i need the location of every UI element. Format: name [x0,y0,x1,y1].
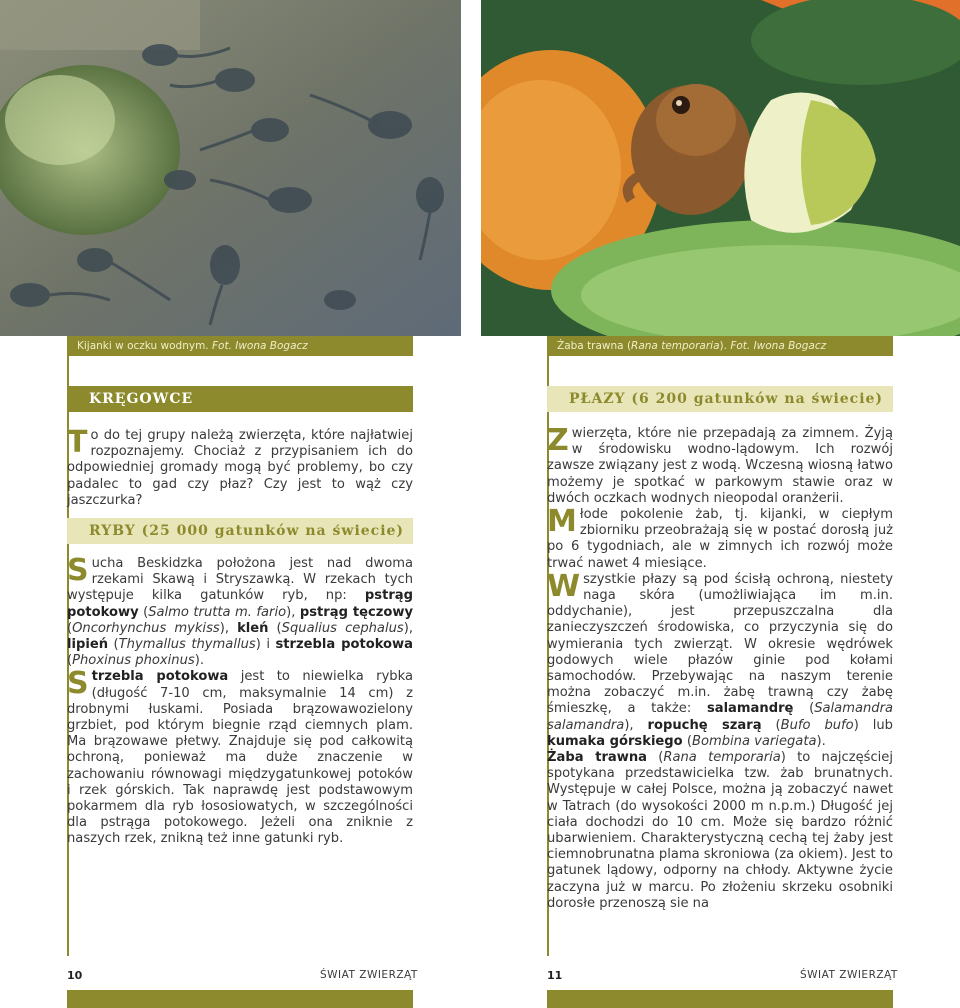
salamander-name: salamandrę [706,701,794,717]
right-caption-credit: Fot. Iwona Bogacz [730,340,827,352]
amphibian-paragraph-1 [547,423,893,507]
vertebrates-heading: KRĘGOWCE [67,386,413,412]
minnow-latin: Phoxinus phoxinus [72,653,195,669]
drop-cap-z: Z [547,423,569,458]
grayling-latin: Thymallus thymallus [118,637,256,653]
left-fish-text [67,553,413,848]
frog-photo [481,0,960,336]
right-footer-bar [547,990,893,1008]
firebelly-name: kumaka górskiego [547,733,683,749]
fish-paragraph-2 [67,666,413,847]
chub-latin: Squalius cephalus [281,620,404,636]
grayling-name: lipień [67,637,109,653]
right-text [547,423,893,912]
intro-paragraph: o do tej grupy należą zwierzęta, które najłatwiej rozpoznajemy. Chociaż z przypisaniem ich do odpowiedniej gromady mogą być problemy, bo czy padalec to gad czy płaz? Czy jest to wąż czy jaszczurka? [67,428,413,508]
toad-name: ropuchę szarą [647,717,762,733]
amph-p1-text: wierzęta, które nie przepadają za zimnem. Żyją w środowisku wodno-lądowym. Ich rozwój zawsze związany jest z wodą. Wczesną wiosną łatwo możemy je spotkać w parkowym stawie oraz w dwóch oczkach wodnych nieopodal oranżerii. [547,426,893,506]
left-caption-text: Kijanki w oczku wodnym. [77,340,209,352]
salamander-latin: Salamandra salamandra [547,701,893,733]
amph-p4-text: to najczęściej spotykana przedstawicielka tzw. żab brunatnych. Występuje w całej Polsce, można ją zobaczyć nawet w Tatrach (do wysokości 2000 m n.p.m.) Długość jej ciała dochodzi do 10 cm. Może się bardzo różnić ubarwieniem. Charakterystyczną cechą tej żaby jest ciemnobrunatna plama skroniowa (za okiem). Jest to gatunek lądowy, odporny na chłody. Aktywne życie zaczyna już w marcu. Po złożeniu skrzeku osobniki dorosłe przenoszą sie na [547,750,893,911]
right-photo-caption [547,336,893,356]
toad-latin: Bufo bufo [780,717,854,733]
left-running-footer: ŚWIAT ZWIERZĄT [320,969,418,981]
tadpoles-illustration [0,0,461,336]
minnow-name: strzebla potokowa [275,637,413,653]
chub-name: kleń [237,620,269,636]
rainbow-trout-name: pstrąg tęczowy [299,604,413,620]
conjunction-and: i [266,637,270,653]
drop-cap-t: T [67,425,88,460]
firebelly-latin: Bombina variegata [691,733,817,749]
left-caption-credit: Fot. Iwona Bogacz [211,340,308,352]
drop-cap-m: M [547,504,577,540]
right-caption-text-a: Żaba trawna ( [557,340,632,352]
fish-p2-text: jest to niewielka rybka (długość 7-10 cm, maksymalnie 14 cm) z drobnymi łuskami. Posiada brązowawozielony grzbiet, pod którym biegnie rząd ciemnych plam. Ma brązowawe płetwy. Znajduje się pod całkowitą ochroną, ponieważ ma duże znaczenie w zachowaniu równowagi międzygatunkowej potoków i rzek górskich. Tak naprawdę jest podstawowym pokarmem dla ryb łososiowatych, w szczególności dla pstrąga potokowego. Jeżeli ona zniknie z naszych rzek, znikną też inne gatunki ryb. [67,669,413,847]
amph-p3-text: szystkie płazy są pod ścisłą ochroną, niestety naga skóra (umożliwiająca im m.in. oddychanie), jest przepuszczalna dla zanieczyszczeń środowiska, co przyczynia się do wymierania tych zwierząt. W okresie wędrówek godowych wiele płazów ginie pod kołami samochodów. Przebywając na naszym terenie można zobaczyć m.in. żabę trawną czy żabę śmieszkę, a także: [547,571,893,717]
fish-heading: RYBY (25 000 gatunków na świecie) [67,518,413,544]
fish-p1-text: ucha Beskidzka położona jest nad dwoma rzekami Skawą i Stryszawką. W rzekach tych występuje kilka gatunków ryb, np: [67,556,413,604]
drop-cap-w: W [547,568,581,604]
brown-trout-name: pstrąg potokowy [67,588,413,620]
right-caption-text-b: ). [719,340,727,352]
minnow-bold: trzebla potokowa [91,669,229,685]
tadpoles-photo [0,0,461,336]
frog-illustration [481,0,960,336]
left-footer-bar [67,990,413,1008]
right-running-footer: ŚWIAT ZWIERZĄT [800,969,898,981]
amph-p2-text: łode pokolenie żab, tj. kijanki, w ciepłym zbiorniku przeobrażają się w postać dorosłą już po 6 tygodniach, ale w zimnych ich rozwój może trwać nawet 4 miesiące. [547,507,893,571]
drop-cap-s2: S [67,666,89,702]
amphibian-paragraph-2 [547,504,893,572]
conjunction-or: lub [872,717,893,733]
common-frog-bold: Żaba trawna [547,750,647,766]
rainbow-trout-latin: Oncorhynchus mykiss [72,620,220,636]
fish-paragraph-1: Sucha Beskidzka położona jest nad dwoma rzekami Skawą i Stryszawką. W rzekach tych występuje kilka gatunków ryb, np: pstrąg potokowy (Salmo trutta m. fario), pstrąg tęczowy (Oncorhynchus mykiss), kleń (Squalius cephalus), lipień (Thymallus thymallus) i strzebla potokowa (Phoxinus phoxinus). [67,553,413,669]
brown-trout-latin: Salmo trutta m. fario [148,604,287,620]
left-photo-caption [67,336,413,356]
right-caption-latin: Rana temporaria [631,340,720,352]
left-intro-text [67,425,413,509]
drop-cap-s1: S [67,553,89,588]
common-frog-latin: Rana temporaria [663,750,781,766]
left-page-number: 10 [67,969,83,982]
amphibian-paragraph-3: Wszystkie płazy są pod ścisłą ochroną, niestety naga skóra (umożliwiająca im m.in. oddychanie), jest przepuszczalna dla zanieczyszczeń środowiska, co przyczynia się do wymierania tych zwierząt. W okresie wędrówek godowych wiele płazów ginie pod kołami samochodów. Przebywając na naszym terenie można zobaczyć m.in. żabę trawną czy żabę śmieszkę, a także: salamandrę (Salamandra salamandra), ropuchę szarą (Bufo bufo) lub kumaka górskiego (Bombina variegata). [547,568,893,749]
amphibians-heading: PŁAZY (6 200 gatunków na świecie) [547,386,893,412]
right-page-number: 11 [547,969,563,982]
amphibian-paragraph-4: Żaba trawna (Rana temporaria) to najczęściej spotykana przedstawicielka tzw. żab brunatnych. Występuje w całej Polsce, można ją zobaczyć nawet w Tatrach (do wysokości 2000 m n.p.m.) Długość jej ciała dochodzi do 10 cm. Może się bardzo różnić ubarwieniem. Charakterystyczną cechą tej żaby jest ciemnobrunatna plama skroniowa (za okiem). Jest to gatunek lądowy, odporny na chłody. Aktywne życie zaczyna już w marcu. Po złożeniu skrzeku osobniki dorosłe przenoszą sie na [547,750,893,911]
